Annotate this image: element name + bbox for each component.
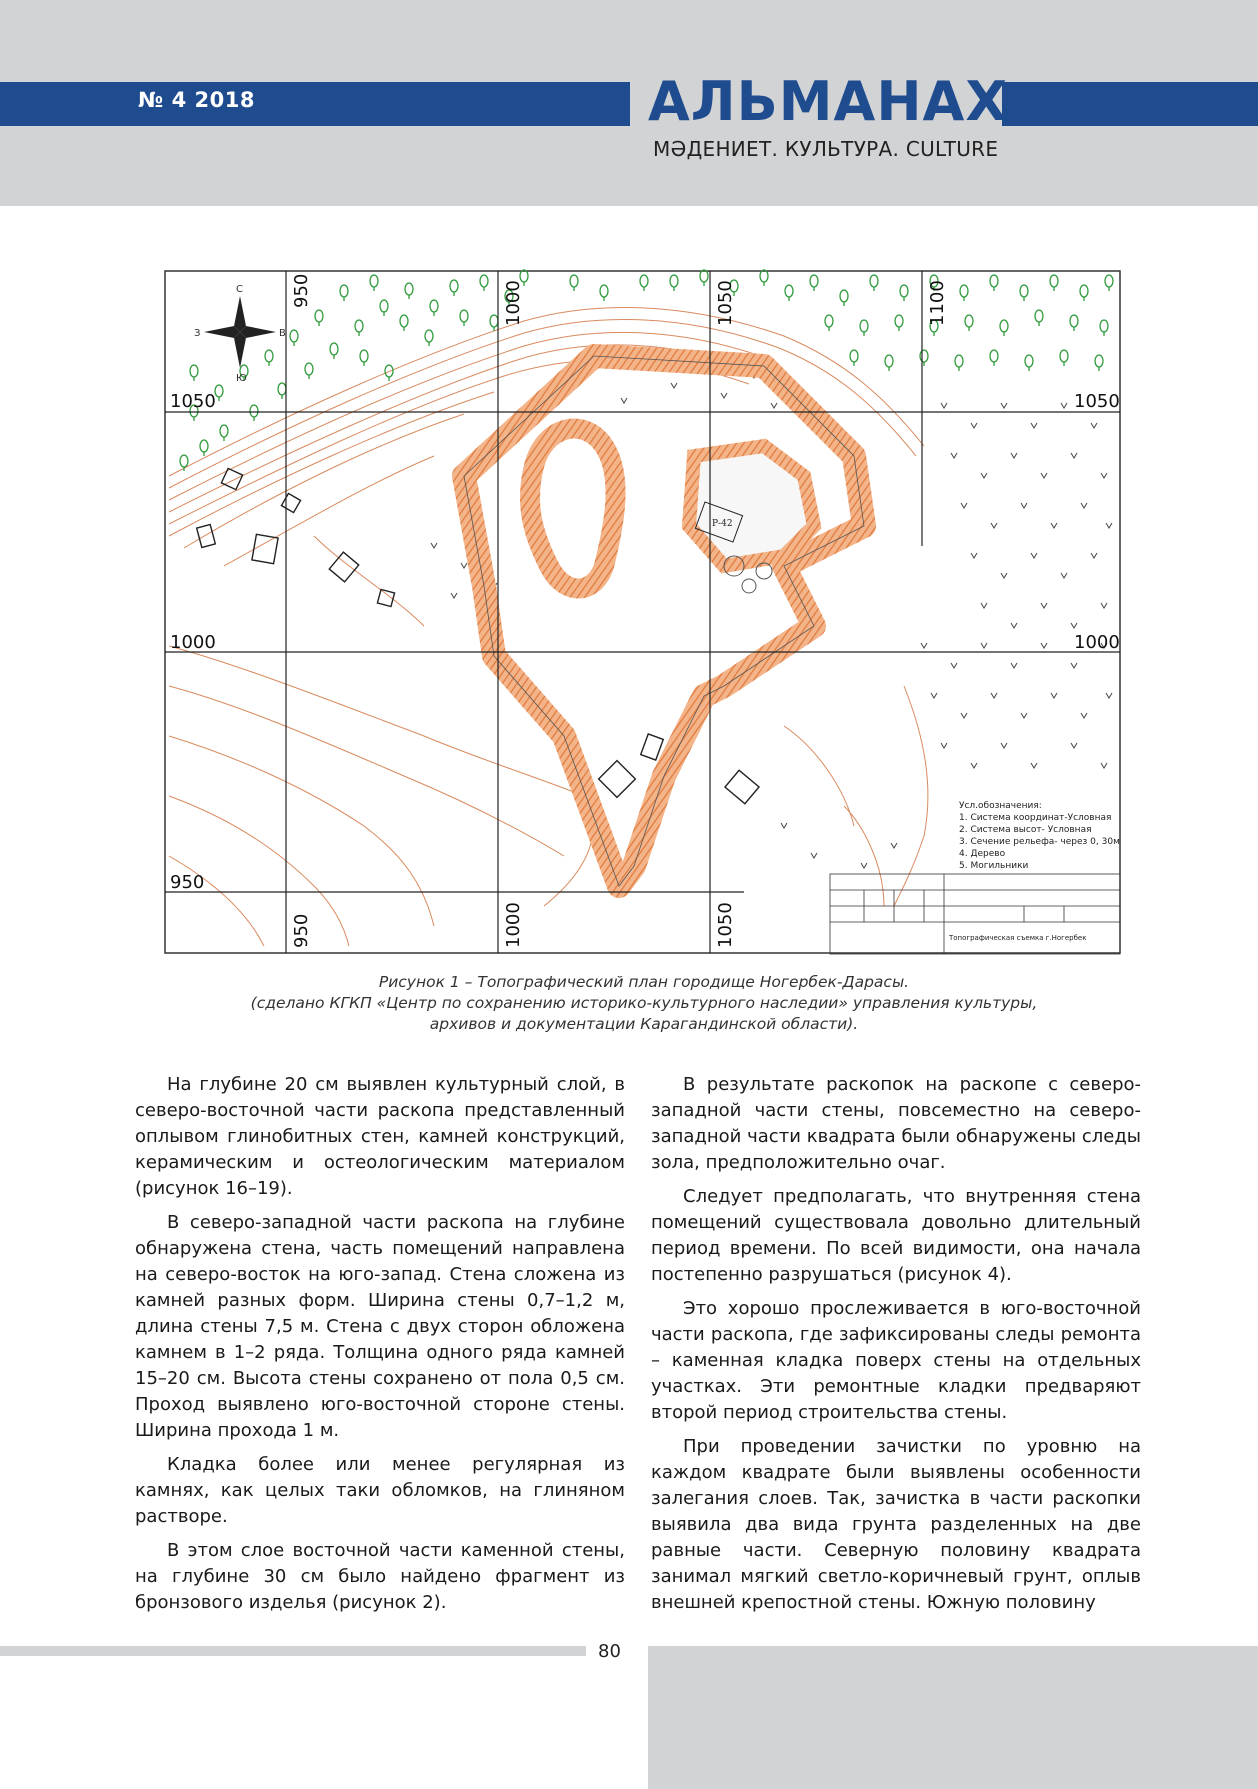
figure-caption (164, 972, 1124, 1035)
grid-label-left-1000: 1000 (170, 632, 216, 653)
footer-rule (0, 1646, 586, 1656)
legend-item-2: 2. Система высот- Условная (959, 825, 1092, 835)
header-bar-right (1002, 82, 1258, 126)
compass-south: Ю (236, 373, 247, 384)
grid-label-left-1050: 1050 (170, 391, 216, 412)
legend-item-3: 3. Сечение рельефа- через 0, 30м (959, 837, 1120, 847)
journal-subtitle: МӘДЕНИЕТ. КУЛЬТУРА. CULTURE (653, 137, 999, 161)
caption-line-2: (сделано КГКП «Центр по сохранению историко-культурного наследии» управления культуры, (250, 994, 1038, 1012)
east-room (689, 446, 814, 566)
page-number: 80 (598, 1641, 621, 1662)
right-paragraph-2: Следует предполагать, что внутренняя стена помещений существовала довольно длительный период времени. По всей видимости, она начала постепенно разрушаться (рисунок 4). (651, 1186, 1141, 1285)
grid-label-bottom-950: 950 (291, 913, 312, 948)
legend-title: Усл.обозначения: (959, 801, 1042, 811)
grid-label-bottom-1000: 1000 (503, 902, 524, 948)
compass-east: В (279, 328, 286, 339)
right-paragraph-1: В результате раскопок на раскопе с северо-западной части стены, повсеместно на северо-западной части квадрата были обнаружены следы зола, предположительно очаг. (651, 1074, 1141, 1173)
grid-label-left-950: 950 (170, 872, 205, 893)
article-right-column (651, 1072, 1141, 1624)
grid-label-right-1000: 1000 (1074, 632, 1120, 653)
caption-line-3: архивов и документации Карагандинской области). (429, 1015, 859, 1033)
grid-label-top-1050: 1050 (715, 280, 736, 326)
grid-label-bottom-1050: 1050 (715, 902, 736, 948)
legend-item-1: 1. Система координат-Условная (959, 813, 1112, 823)
footer-block (648, 1646, 1258, 1789)
legend-item-5: 5. Могильники (959, 861, 1029, 871)
caption-line-1: Рисунок 1 – Топографический план городище Ногербек-Дарасы. (378, 973, 910, 991)
compass-west: З (194, 328, 201, 339)
excavation-marker: Р-42 (712, 519, 733, 529)
grid-label-top-950: 950 (291, 273, 312, 308)
grid-label-top-1100: 1100 (927, 280, 948, 326)
issue-number: № 4 2018 (138, 88, 255, 112)
map-svg (164, 266, 1124, 964)
compass-north: С (236, 284, 243, 295)
journal-title: АЛЬМАНАХ (648, 70, 1008, 133)
article-left-column (135, 1072, 625, 1624)
header-bar-left (0, 82, 630, 126)
right-paragraph-4: При проведении зачистки по уровню на каждом квадрате были выявлены особенности залегания слоев. Так, зачистка в части раскопки выявила два вида грунта разделенных на две равные части. Северную половину квадрата занимал мягкий светло-коричневый грунт, оплыв внешней крепостной стены. Южную половину (651, 1436, 1141, 1613)
right-paragraph-3: Это хорошо прослеживается в юго-восточной части раскопа, где зафиксированы следы ремонта – каменная кладка поверх стены на отдельных участках. Эти ремонтные кладки предваряют второй период строительства стены. (651, 1298, 1141, 1423)
topographic-map (164, 266, 1124, 964)
stamp-text: Топографическая съемка г.Ногербек (949, 934, 1087, 942)
legend-item-4: 4. Дерево (959, 849, 1006, 859)
grid-label-top-1000: 1000 (503, 280, 524, 326)
grid-label-right-1050: 1050 (1074, 391, 1120, 412)
left-paragraph-4: В этом слое восточной части каменной стены, на глубине 30 см было найдено фрагмент из бронзового изделья (рисунок 2). (135, 1540, 625, 1613)
left-paragraph-2: В северо-западной части раскопа на глубине обнаружена стена, часть помещений направлена на северо-восток на юго-запад. Стена сложена из камней разных форм. Ширина стены 0,7–1,2 м, длина стены 7,5 м. Стена с двух сторон обложена камнем в 1–2 ряда. Толщина одного ряда камней 15–20 см. Высота стены сохранено от пола 0,5 см. Проход выявлено юго-восточной стороне стены. Ширина прохода 1 м. (135, 1212, 625, 1441)
left-paragraph-3: Кладка более или менее регулярная из камнях, как целых таки обломков, на глиняном растворе. (135, 1454, 625, 1527)
left-paragraph-1: На глубине 20 см выявлен культурный слой, в северо-восточной части раскопа представленный оплывом глинобитных стен, камней конструкций, керамическим и остеологическим материалом (рисунок 16–19). (135, 1074, 625, 1199)
